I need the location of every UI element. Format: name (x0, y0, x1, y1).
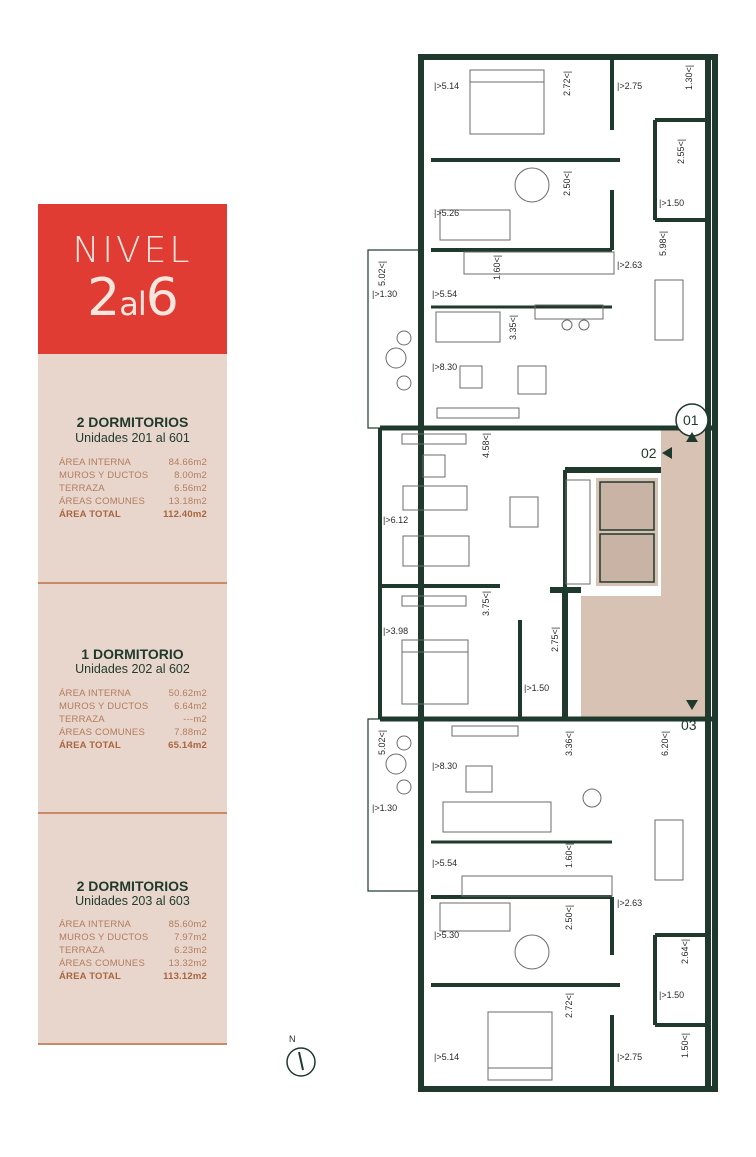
unit-type: 1 DORMITORIO (81, 646, 184, 662)
unit-number-01: 01 (683, 412, 699, 428)
room-dimension: 2.72<| (562, 70, 572, 96)
room-dimension: |>5.14 (434, 1052, 460, 1062)
room-dimension: 1.50<| (680, 1032, 690, 1058)
room-dimension: |>1.30 (372, 803, 398, 813)
north-arrow (287, 1048, 315, 1076)
unit-range: Unidades 201 al 601 (75, 431, 190, 445)
area-row: ÁREAS COMUNES 7.88m2 (59, 727, 207, 738)
room-dimension: |>1.50 (659, 990, 685, 1000)
room-dimension: |>5.14 (434, 81, 460, 91)
area-row: ÁREA INTERNA 84.66m2 (59, 457, 207, 468)
room-dimension: 2.72<| (564, 992, 574, 1018)
room-dimension: |>2.63 (617, 898, 643, 908)
area-row: ÁREA INTERNA 50.62m2 (59, 688, 207, 699)
area-row: ÁREAS COMUNES 13.32m2 (59, 958, 207, 969)
room-dimension: |>5.30 (434, 930, 460, 940)
room-dimension: |>5.54 (432, 858, 458, 868)
unit-number-03: 03 (681, 717, 697, 733)
level-sep: al (119, 285, 146, 323)
room-dimension: 1.30<| (684, 64, 694, 90)
room-dimension: |>8.30 (432, 362, 458, 372)
level-from: 2 (87, 268, 120, 328)
level-to: 6 (145, 268, 178, 328)
room-dimension: 2.50<| (564, 904, 574, 930)
area-row: TERRAZA ---m2 (59, 714, 207, 725)
room-dimension: 1.60<| (564, 842, 574, 868)
north-label: N (289, 1034, 296, 1044)
area-row: TERRAZA 6.23m2 (59, 945, 207, 956)
unit-type: 2 DORMITORIOS (76, 878, 189, 894)
unit-type: 2 DORMITORIOS (76, 414, 189, 430)
room-dimension: 2.50<| (562, 170, 572, 196)
area-row: ÁREA INTERNA 85.60m2 (59, 919, 207, 930)
unit-number-02: 02 (641, 445, 657, 461)
room-dimension: |>6.12 (383, 515, 409, 525)
room-dimension: |>8.30 (432, 761, 458, 771)
common-hall (661, 430, 709, 718)
area-total-row: ÁREA TOTAL 113.12m2 (59, 971, 207, 982)
room-dimension: |>1.50 (659, 198, 685, 208)
area-row: MUROS Y DUCTOS 6.64m2 (59, 701, 207, 712)
area-row: TERRAZA 6.56m2 (59, 483, 207, 494)
room-dimension: 4.58<| (481, 432, 491, 458)
room-dimension: 5.02<| (377, 729, 387, 755)
room-dimension: |>2.63 (617, 260, 643, 270)
room-dimension: 3.35<| (508, 314, 518, 340)
room-dimension: |>1.50 (524, 683, 550, 693)
area-row: MUROS Y DUCTOS 8.00m2 (59, 470, 207, 481)
area-row: ÁREAS COMUNES 13.18m2 (59, 496, 207, 507)
room-dimension: |>1.30 (372, 289, 398, 299)
area-total-row: ÁREA TOTAL 65.14m2 (59, 740, 207, 751)
room-dimension: 2.55<| (676, 138, 686, 164)
room-dimension: 5.98<| (658, 230, 668, 256)
unit-range: Unidades 203 al 603 (75, 894, 190, 908)
room-dimension: 2.64<| (680, 938, 690, 964)
room-dimension: |>2.75 (617, 1052, 643, 1062)
area-total-row: ÁREA TOTAL 112.40m2 (59, 509, 207, 520)
unit-range: Unidades 202 al 602 (75, 662, 190, 676)
room-dimension: 2.75<| (550, 626, 560, 652)
room-dimension: 1.60<| (492, 254, 502, 280)
room-dimension: 5.02<| (377, 260, 387, 286)
room-dimension: 3.75<| (481, 590, 491, 616)
room-dimension: 3.36<| (564, 730, 574, 756)
room-dimension: |>5.26 (434, 208, 460, 218)
room-dimension: |>5.54 (432, 289, 458, 299)
level-title: NIVEL (72, 230, 193, 271)
area-row: MUROS Y DUCTOS 7.97m2 (59, 932, 207, 943)
room-dimension: 6.20<| (660, 730, 670, 756)
room-dimension: |>2.75 (617, 81, 643, 91)
room-dimension: |>3.98 (383, 626, 409, 636)
stair-hall (581, 596, 661, 718)
